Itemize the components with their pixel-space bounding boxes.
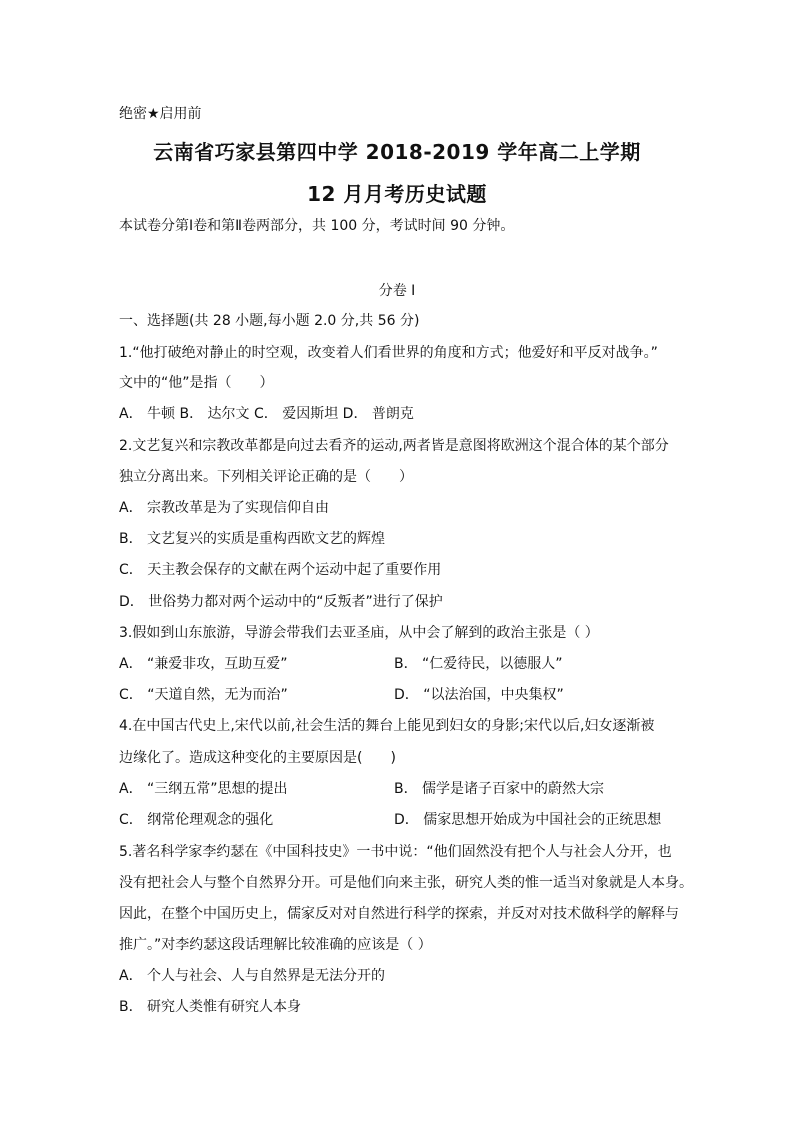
q4-stem-line1: 4.在中国古代史上,宋代以前,社会生活的舞台上能见到妇女的身影;宋代以后,妇女逐渐被 [119,718,655,734]
q2-stem-line2: 独立分离出来。下列相关评论正确的是（ ） [119,469,413,485]
exam-title-line2: 12 月月考历史试题 [307,182,487,206]
q2-option-a: A． 宗教改革是为了实现信仰自由 [119,500,330,516]
q4-option-c: C． 纲常伦理观念的强化 [119,812,274,828]
q5-stem-line2: 没有把社会人与整个自然界分开。可是他们向来主张，研究人类的惟一适当对象就是人本身。 [119,875,693,891]
q1-stem-line1: 1.“他打破绝对静止的时空观，改变着人们看世界的角度和方式；他爱好和平反对战争。” [119,345,658,361]
q2-stem-line1: 2.文艺复兴和宗教改革都是向过去看齐的运动,两者皆是意图将欧洲这个混合体的某个部分 [119,438,669,454]
q3-option-b: B． “仁爱待民，以德服人” [394,656,563,672]
section-heading: 一、选择题(共 28 小题,每小题 2.0 分,共 56 分) [119,313,420,329]
exam-title-line1: 云南省巧家县第四中学 2018-2019 学年高二上学期 [153,140,641,164]
q5-option-b: B． 研究人类惟有研究人本身 [119,999,302,1015]
q4-option-b: B． 儒学是诸子百家中的蔚然大宗 [394,781,605,797]
q3-option-a: A． “兼爱非攻，互助互爱” [119,656,288,672]
q2-option-b: B． 文艺复兴的实质是重构西欧文艺的辉煌 [119,531,386,547]
q3-option-d: D． “以法治国，中央集权” [394,687,564,703]
q4-stem-line2: 边缘化了。造成这种变化的主要原因是( ) [119,750,396,766]
exam-intro: 本试卷分第Ⅰ卷和第Ⅱ卷两部分，共 100 分，考试时间 90 分钟。 [119,218,515,234]
q5-stem-line1: 5.著名科学家李约瑟在《中国科技史》一书中说：“他们固然没有把个人与社会人分开，也 [119,844,672,860]
q5-option-a: A． 个人与社会、人与自然界是无法分开的 [119,968,386,984]
q4-option-d: D． 儒家思想开始成为中国社会的正统思想 [394,812,662,828]
q2-option-c: C． 天主教会保存的文献在两个运动中起了重要作用 [119,562,442,578]
section-label: 分卷 I [378,283,416,299]
q1-options: A． 牛顿 B． 达尔文 C． 爱因斯坦 D． 普朗克 [119,406,414,422]
q3-option-c: C． “天道自然，无为而治” [119,687,288,703]
confidential-label: 绝密★启用前 [119,106,202,122]
q5-stem-line4: 推广。”对李约瑟这段话理解比较准确的应该是（ ） [119,937,432,953]
q4-option-a: A． “三纲五常”思想的提出 [119,781,288,797]
q3-stem-line1: 3.假如到山东旅游，导游会带我们去亚圣庙，从中会了解到的政治主张是（ ） [119,625,599,641]
q1-stem-line2: 文中的“他”是指（ ） [119,375,274,391]
q2-option-d: D． 世俗势力都对两个运动中的“反叛者”进行了保护 [119,594,443,610]
q5-stem-line3: 因此，在整个中国历史上，儒家反对对自然进行科学的探索，并反对对技术做科学的解释与 [119,906,679,922]
